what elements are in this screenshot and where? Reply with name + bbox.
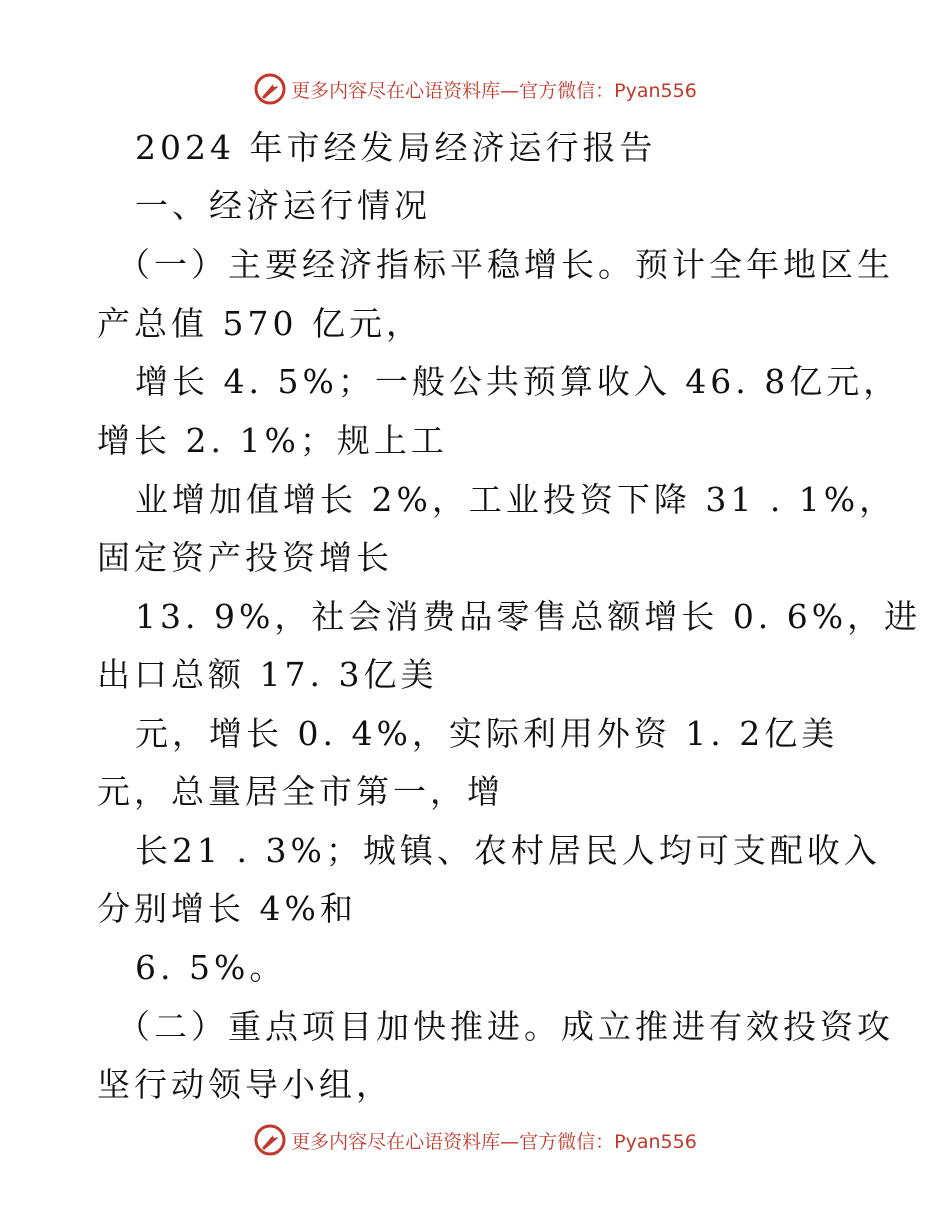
watermark-text: 更多内容尽在心语资料库—官方微信：Pyan556: [291, 79, 697, 102]
paragraph-line: 元，增长 0. 4%，实际利用外资 1. 2亿美: [135, 714, 839, 753]
paragraph-line: 产总值 570 亿元，: [97, 304, 423, 343]
pen-nib-logo-icon: [253, 1123, 287, 1157]
pen-nib-logo-icon: [253, 72, 287, 106]
paragraph-line: 固定资产投资增长: [97, 538, 393, 577]
paragraph-line: 增长 2. 1%；规上工: [97, 421, 448, 460]
paragraph-line: 出口总额 17. 3亿美: [97, 655, 438, 694]
paragraph-line: 长21 . 3%；城镇、农村居民人均可支配收入: [135, 831, 881, 870]
paragraph-line: 元，总量居全市第一，增: [97, 772, 504, 811]
watermark-text: 更多内容尽在心语资料库—官方微信：Pyan556: [291, 1130, 697, 1153]
paragraph-line: （二）重点项目加快推进。成立推进有效投资攻: [117, 1007, 894, 1046]
paragraph-line: （一）主要经济指标平稳增长。预计全年地区生: [117, 245, 894, 284]
paragraph-line: 增长 4. 5%；一般公共预算收入 46. 8亿元，: [135, 362, 901, 401]
paragraph-line: 分别增长 4%和: [97, 889, 357, 928]
paragraph-line: 坚行动领导小组，: [97, 1065, 393, 1104]
paragraph-line: 13. 9%，社会消费品零售总额增长 0. 6%，进: [135, 597, 922, 636]
paragraph-line: 6. 5%。: [135, 948, 287, 987]
section-heading: 一、经济运行情况: [135, 186, 431, 225]
watermark-header: [0, 72, 950, 106]
watermark-footer: [0, 1123, 950, 1157]
document-title: 2024 年市经发局经济运行报告: [135, 128, 657, 167]
paragraph-line: 业增加值增长 2%，工业投资下降 31 . 1%，: [135, 480, 897, 519]
